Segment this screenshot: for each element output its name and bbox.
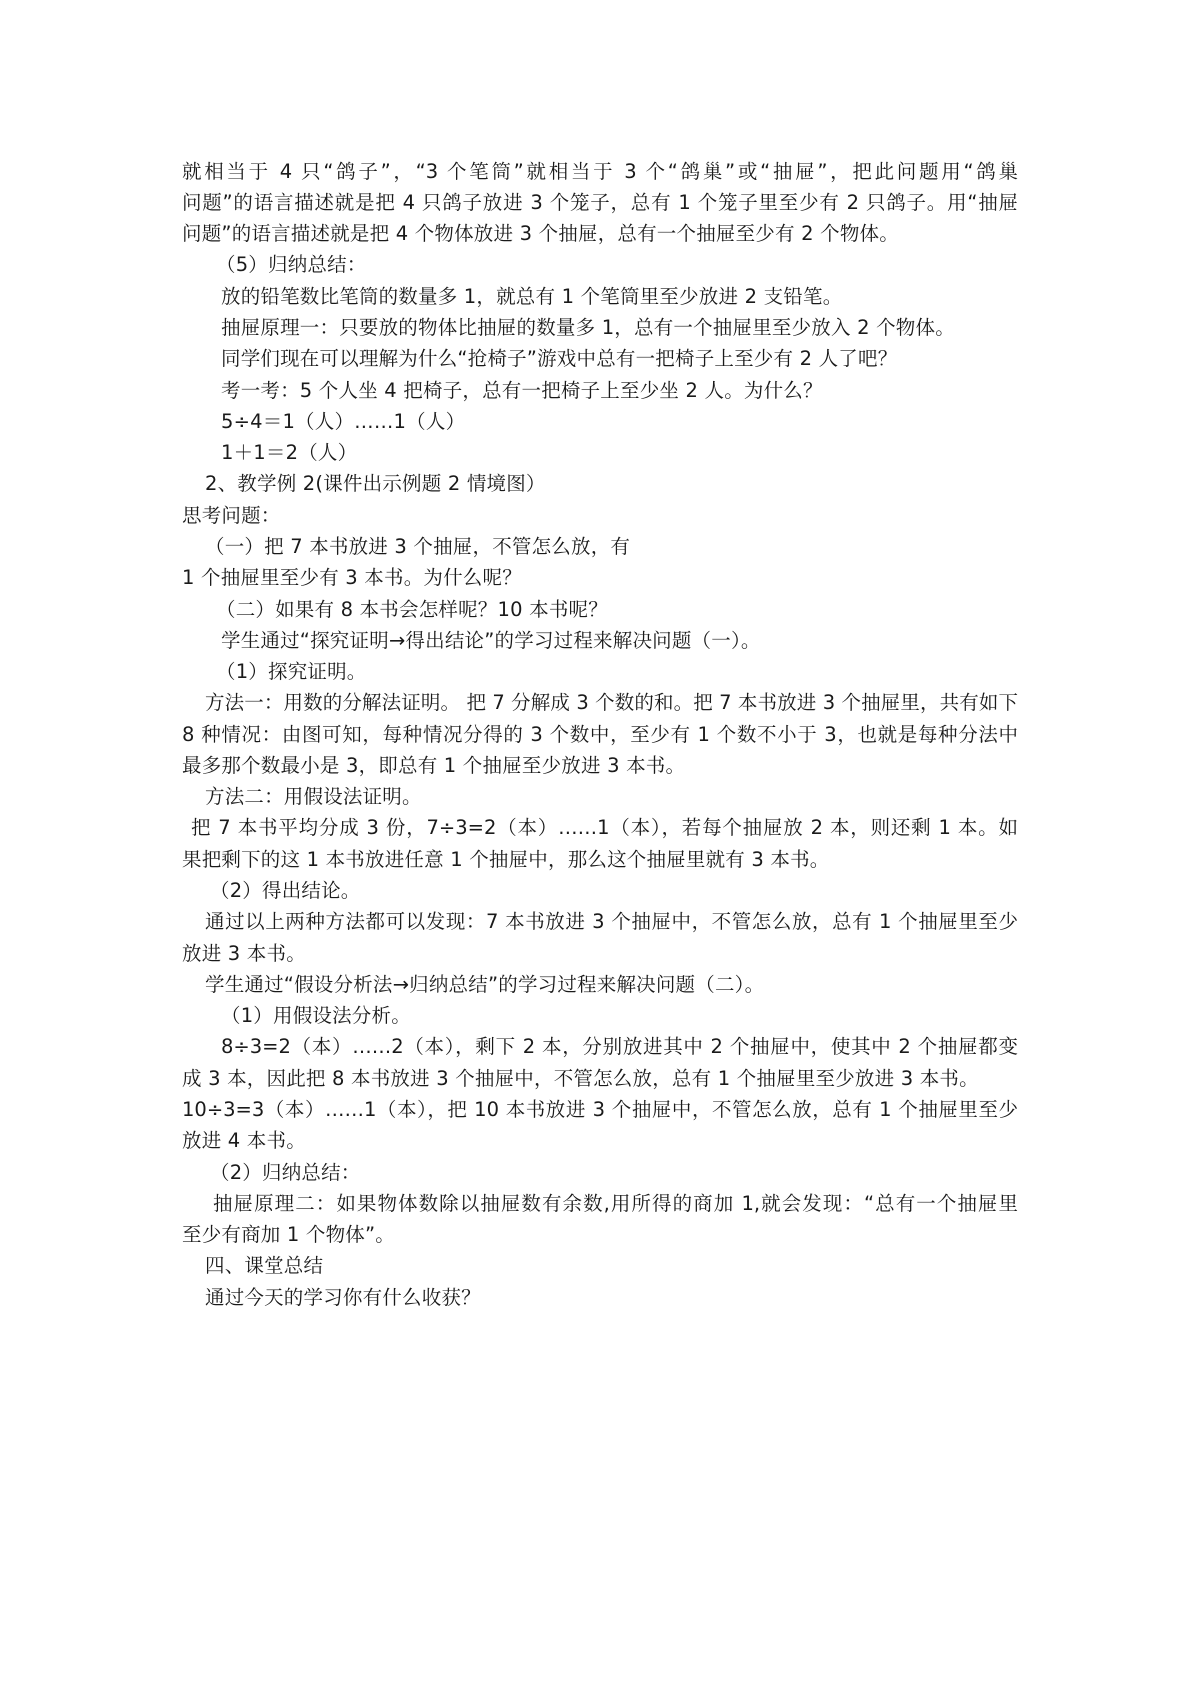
question-two: （二）如果有 8 本书会怎样呢？10 本书呢？ <box>216 598 608 621</box>
quiz-question: 考一考：5 个人坐 4 把椅子，总有一把椅子上至少坐 2 人。为什么？ <box>221 379 823 402</box>
question-one: （一）把 7 本书放进 3 个抽屉，不管怎么放，有 <box>205 535 631 558</box>
text-line-20: 最多那个数最小是 3，即总有 1 个抽屉至少放进 3 本书。 <box>182 754 686 777</box>
heading-hypothesis-analysis: （1）用假设法分析。 <box>221 1004 411 1027</box>
text-line-37: 通过今天的学习你有什么收获？ <box>205 1286 481 1309</box>
method-one: 方法一：用数的分解法证明。 把 7 分解成 3 个数的和。把 7 本书放进 3 个抽屉里，共有如下 <box>205 691 1018 714</box>
text-line-23: 果把剩下的这 1 本书放进任意 1 个抽屉中，那么这个抽屉里就有 3 本书。 <box>182 848 830 871</box>
section-heading-summary-5: （5）归纳总结： <box>216 253 367 276</box>
text-line-25: 通过以上两种方法都可以发现：7 本书放进 3 个抽屉中，不管怎么放，总有 1 个抽屉里至少 <box>205 910 1018 933</box>
text-line-16: 学生通过“探究证明→得出结论”的学习过程来解决问题（一）。 <box>221 629 761 652</box>
text-line-2: 问题”的语言描述就是把 4 只鸽子放进 3 个笼子，总有 1 个笼子里至少有 2 只鸽子。用“抽屉 <box>182 191 1018 214</box>
text-line-5: 放的铅笔数比笔筒的数量多 1，就总有 1 个笔筒里至少放进 2 支铅笔。 <box>221 285 843 308</box>
text-line-30: 成 3 本，因此把 8 本书放进 3 个抽屉中，不管怎么放，总有 1 个抽屉里至少放进 3 本书。 <box>182 1067 979 1090</box>
heading-explore-proof: （1）探究证明。 <box>216 660 367 683</box>
text-line-1: 就相当于 4 只“鸽子”，“3 个笔筒”就相当于 3 个“鸽巢”或“抽屉”，把此问题用“鸽巢 <box>182 160 1018 183</box>
principle-one: 抽屉原理一：只要放的物体比抽屉的数量多 1，总有一个抽屉里至少放入 2 个物体。 <box>221 316 955 339</box>
text-line-31: 10÷3=3（本）……1（本），把 10 本书放进 3 个抽屉中，不管怎么放，总有 1 个抽屉里至少 <box>182 1098 1018 1121</box>
equation-1: 5÷4＝1（人）……1（人） <box>221 410 466 433</box>
section-heading-example-2: 2、教学例 2(课件出示例题 2 情境图） <box>205 472 546 495</box>
heading-conclusion: （2）得出结论。 <box>210 879 361 902</box>
text-line-22: 把 7 本书平均分成 3 份，7÷3=2（本）……1（本），若每个抽屉放 2 本，则还剩 1 本。如 <box>191 816 1018 839</box>
section-heading-class-summary: 四、课堂总结 <box>205 1254 324 1277</box>
text-line-35: 至少有商加 1 个物体”。 <box>182 1223 396 1246</box>
method-two: 方法二：用假设法证明。 <box>205 785 422 808</box>
text-line-7: 同学们现在可以理解为什么“抢椅子”游戏中总有一把椅子上至少有 2 人了吧？ <box>221 347 898 370</box>
text-line-3: 问题”的语言描述就是把 4 个物体放进 3 个抽屉，总有一个抽屉至少有 2 个物体。 <box>182 222 899 245</box>
question-one-cont: 1 个抽屉里至少有 3 本书。为什么呢？ <box>182 566 522 589</box>
equation-2: 1＋1＝2（人） <box>221 441 358 464</box>
heading-summary-2: （2）归纳总结： <box>210 1161 361 1184</box>
think-heading: 思考问题： <box>182 504 281 527</box>
text-line-29: 8÷3=2（本）……2（本），剩下 2 本，分别放进其中 2 个抽屉中，使其中 2 个抽屉都变 <box>221 1035 1018 1058</box>
text-line-27: 学生通过“假设分析法→归纳总结”的学习过程来解决问题（二）。 <box>205 973 765 996</box>
principle-two: 抽屉原理二：如果物体数除以抽屉数有余数,用所得的商加 1,就会发现：“总有一个抽屉里 <box>213 1192 1018 1215</box>
text-line-26: 放进 3 本书。 <box>182 942 306 965</box>
text-line-32: 放进 4 本书。 <box>182 1129 306 1152</box>
text-line-19: 8 种情况：由图可知，每种情况分得的 3 个数中，至少有 1 个数不小于 3，也就是每种分法中 <box>182 723 1018 746</box>
